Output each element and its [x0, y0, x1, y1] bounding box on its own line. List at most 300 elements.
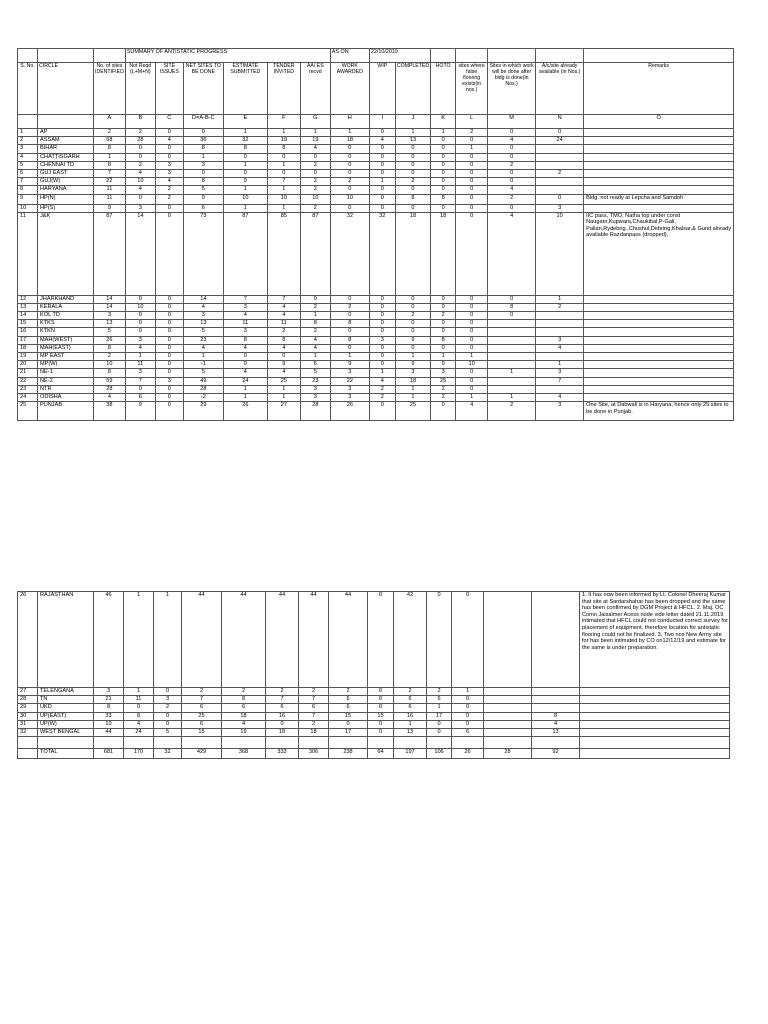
value-cell: 87: [223, 212, 267, 295]
table-row: [18, 212, 734, 295]
value-cell: 0: [369, 402, 395, 421]
circle-cell: ODISHA: [38, 393, 94, 401]
value-cell: 1: [223, 161, 267, 169]
title-row: [18, 49, 734, 63]
value-cell: 1: [267, 204, 300, 212]
table-row: [18, 592, 730, 688]
value-cell: 4: [223, 369, 267, 377]
value-cell: [536, 161, 584, 169]
value-cell: 0: [155, 204, 183, 212]
value-cell: 59: [94, 377, 126, 385]
total-cell: 429: [182, 749, 222, 759]
header-cell: Sites in which work will be done after bldg is done(in Nos.): [488, 63, 536, 115]
value-cell: [536, 312, 584, 320]
value-cell: 0: [155, 353, 183, 361]
value-cell: 44: [182, 592, 222, 688]
remarks-cell: [584, 353, 734, 361]
value-cell: 14: [94, 303, 126, 311]
total-label: TOTAL: [38, 749, 94, 759]
value-cell: 6: [394, 704, 427, 712]
value-cell: 0: [125, 312, 155, 320]
circle-cell: ASSAM: [38, 137, 94, 145]
value-cell: 4: [125, 186, 155, 194]
value-cell: [532, 592, 580, 688]
serial-cell: 4: [18, 153, 38, 161]
value-cell: 0: [330, 186, 369, 194]
table-row: [18, 353, 734, 361]
value-cell: 4: [183, 303, 223, 311]
value-cell: 4: [300, 145, 330, 153]
value-cell: 1: [300, 353, 330, 361]
value-cell: 0: [330, 153, 369, 161]
circle-cell: KTKN: [38, 328, 94, 336]
value-cell: 2: [329, 688, 368, 696]
value-cell: 25: [431, 377, 456, 385]
total-cell: 238: [329, 749, 368, 759]
serial-cell: 24: [18, 393, 38, 401]
value-cell: 23: [183, 336, 223, 344]
value-cell: 0: [155, 303, 183, 311]
value-cell: 6: [125, 393, 155, 401]
circle-cell: MP(W): [38, 361, 94, 369]
value-cell: 6: [183, 204, 223, 212]
table-row: [18, 312, 734, 320]
value-cell: 0: [223, 169, 267, 177]
value-cell: 0: [369, 344, 395, 352]
circle-cell: MAH(WEST): [38, 336, 94, 344]
remarks-cell: Bldg. not ready at Lepcha and Samdoh: [584, 194, 734, 204]
value-cell: 0: [125, 295, 155, 303]
letter-cell: G: [300, 115, 330, 129]
value-cell: 0: [456, 186, 488, 194]
value-cell: 0: [125, 145, 155, 153]
value-cell: 8: [395, 194, 430, 204]
value-cell: 24: [536, 137, 584, 145]
circle-cell: NE-1: [38, 369, 94, 377]
value-cell: 44: [94, 728, 124, 736]
circle-cell: HP(N): [38, 194, 94, 204]
value-cell: 5: [183, 186, 223, 194]
value-cell: 3: [155, 161, 183, 169]
value-cell: 0: [155, 320, 183, 328]
value-cell: 0: [488, 295, 536, 303]
empty-cell: [484, 737, 532, 749]
value-cell: 8: [431, 336, 456, 344]
total-cell: 306: [299, 749, 329, 759]
value-cell: 13: [395, 137, 430, 145]
total-row: [18, 749, 730, 759]
serial-cell: 30: [18, 712, 38, 720]
value-cell: 0: [155, 385, 183, 393]
empty-cell: [329, 737, 368, 749]
table-row: [18, 704, 730, 712]
value-cell: 4: [223, 312, 267, 320]
value-cell: 1: [395, 393, 430, 401]
value-cell: 11: [125, 361, 155, 369]
value-cell: 0: [125, 194, 155, 204]
value-cell: 32: [330, 212, 369, 295]
value-cell: 1: [431, 129, 456, 137]
value-cell: 1: [267, 385, 300, 393]
spacer-row: [18, 737, 730, 749]
value-cell: 2: [299, 720, 329, 728]
empty-cell: [182, 737, 222, 749]
value-cell: 1: [183, 153, 223, 161]
circle-cell: GUJ(W): [38, 178, 94, 186]
circle-cell: HARYANA: [38, 186, 94, 194]
value-cell: 11: [124, 696, 154, 704]
remarks-cell: [584, 344, 734, 352]
value-cell: 0: [155, 369, 183, 377]
value-cell: 2: [300, 328, 330, 336]
letter-cell: A: [94, 115, 126, 129]
value-cell: 0: [368, 704, 394, 712]
value-cell: 2: [267, 328, 300, 336]
value-cell: 1: [330, 129, 369, 137]
value-cell: 1: [154, 592, 182, 688]
value-cell: 9: [330, 361, 369, 369]
value-cell: 6: [299, 704, 329, 712]
value-cell: 3: [155, 377, 183, 385]
value-cell: 18: [266, 728, 299, 736]
total-cell: 64: [368, 749, 394, 759]
value-cell: 0: [431, 295, 456, 303]
letter-cell: I: [369, 115, 395, 129]
total-cell: [18, 749, 38, 759]
letter-cell: E: [223, 115, 267, 129]
table-row: [18, 402, 734, 421]
value-cell: 10: [300, 194, 330, 204]
value-cell: 0: [368, 696, 394, 704]
value-cell: 4: [369, 137, 395, 145]
value-cell: 11: [94, 186, 126, 194]
value-cell: 7: [267, 295, 300, 303]
value-cell: 0: [154, 720, 182, 728]
value-cell: 13: [94, 320, 126, 328]
empty-cell: [38, 737, 94, 749]
value-cell: 0: [266, 720, 299, 728]
value-cell: 4: [488, 137, 536, 145]
value-cell: 21: [94, 696, 124, 704]
header-cell: TENDER INVITED: [267, 63, 300, 115]
value-cell: 1: [369, 178, 395, 186]
value-cell: 25: [267, 377, 300, 385]
table-row: [18, 153, 734, 161]
value-cell: 0: [395, 145, 430, 153]
value-cell: 8: [223, 145, 267, 153]
value-cell: 2: [300, 186, 330, 194]
table-row: [18, 720, 730, 728]
value-cell: 8: [330, 320, 369, 328]
value-cell: 0: [431, 320, 456, 328]
value-cell: 4: [267, 312, 300, 320]
value-cell: 0: [330, 344, 369, 352]
value-cell: 7: [125, 377, 155, 385]
value-cell: 0: [456, 336, 488, 344]
value-cell: 4: [488, 212, 536, 295]
circle-cell: PUNJAB: [38, 402, 94, 421]
letter-row: [18, 115, 734, 129]
value-cell: [536, 145, 584, 153]
value-cell: 14: [94, 295, 126, 303]
value-cell: 10: [94, 361, 126, 369]
value-cell: 0: [125, 320, 155, 328]
value-cell: 8: [94, 344, 126, 352]
value-cell: 0: [431, 137, 456, 145]
header-row: [18, 63, 734, 115]
value-cell: 0: [124, 704, 154, 712]
empty-cell: [368, 737, 394, 749]
value-cell: 2: [300, 303, 330, 311]
value-cell: 4: [267, 303, 300, 311]
value-cell: 0: [300, 295, 330, 303]
value-cell: 3: [330, 369, 369, 377]
circle-cell: AP: [38, 129, 94, 137]
value-cell: 36: [183, 137, 223, 145]
remarks-cell: [584, 336, 734, 344]
value-cell: 25: [182, 712, 222, 720]
circle-cell: GUJ EAST: [38, 169, 94, 177]
value-cell: 2: [431, 312, 456, 320]
value-cell: 32: [223, 137, 267, 145]
table-row: [18, 696, 730, 704]
remarks-cell: [584, 369, 734, 377]
value-cell: 2: [154, 704, 182, 712]
serial-cell: 23: [18, 385, 38, 393]
serial-cell: 17: [18, 336, 38, 344]
value-cell: 27: [267, 402, 300, 421]
remarks-cell: [584, 204, 734, 212]
value-cell: 0: [183, 169, 223, 177]
value-cell: [536, 353, 584, 361]
value-cell: 2: [536, 169, 584, 177]
value-cell: 4: [155, 137, 183, 145]
value-cell: 0: [395, 186, 430, 194]
value-cell: 0: [431, 344, 456, 352]
serial-cell: 3: [18, 145, 38, 153]
value-cell: 7: [182, 696, 222, 704]
table-row: [18, 728, 730, 736]
header-cell: Remarks: [584, 63, 734, 115]
value-cell: 0: [456, 161, 488, 169]
value-cell: 26: [223, 402, 267, 421]
value-cell: 0: [431, 328, 456, 336]
value-cell: 1: [431, 353, 456, 361]
value-cell: 2: [536, 303, 584, 311]
value-cell: 8: [267, 145, 300, 153]
value-cell: 44: [299, 592, 329, 688]
value-cell: 2: [94, 129, 126, 137]
circle-cell: NTR: [38, 385, 94, 393]
value-cell: 0: [431, 186, 456, 194]
header-cell: WORK AWARDED: [330, 63, 369, 115]
value-cell: 11: [267, 320, 300, 328]
value-cell: 8: [94, 145, 126, 153]
value-cell: 2: [488, 194, 536, 204]
total-cell: 197: [394, 749, 427, 759]
value-cell: 3: [125, 204, 155, 212]
value-cell: [484, 712, 532, 720]
value-cell: [484, 592, 532, 688]
header-cell: ESTIMATE SUBMITTED: [223, 63, 267, 115]
circle-cell: CHENNAI TD: [38, 161, 94, 169]
serial-cell: 29: [18, 704, 38, 712]
value-cell: 10: [94, 720, 124, 728]
value-cell: 4: [456, 402, 488, 421]
value-cell: 6: [222, 704, 266, 712]
serial-cell: 28: [18, 696, 38, 704]
header-cell: No. of sites IDENTIFIED: [94, 63, 126, 115]
value-cell: 4: [223, 344, 267, 352]
serial-cell: 19: [18, 353, 38, 361]
value-cell: 7: [299, 696, 329, 704]
value-cell: 13: [532, 728, 580, 736]
value-cell: 0: [456, 312, 488, 320]
value-cell: [536, 153, 584, 161]
total-cell: [580, 749, 730, 759]
serial-cell: 32: [18, 728, 38, 736]
table-row: [18, 336, 734, 344]
value-cell: [536, 186, 584, 194]
value-cell: 0: [452, 696, 484, 704]
value-cell: 4: [155, 178, 183, 186]
value-cell: [532, 688, 580, 696]
remarks-cell: 1. It has now been informed by Lt. Colonel Dheeraj Kumar that site at Sardarshahar has been dropped and the same has been confirmed by DGM Project & HFCL. 2. Maj. OC Comn Jaisalmer Acess node vide letter dated 21.11.2019 intimated that HFCL could not conducted correct survey for placement of equipment, therefore location for antistatic flooring could not be finalized. 3. Two nos New Army site for has been intimated by CO on12/12/19 and estimate for the same is under preparation.: [580, 592, 730, 688]
value-cell: 8: [183, 178, 223, 186]
value-cell: 3: [330, 385, 369, 393]
remarks-cell: [584, 169, 734, 177]
value-cell: 0: [456, 320, 488, 328]
value-cell: 8: [223, 336, 267, 344]
letter-cell: D=A-B-C: [183, 115, 223, 129]
value-cell: [488, 320, 536, 328]
value-cell: 0: [369, 186, 395, 194]
table-row: [18, 137, 734, 145]
value-cell: 4: [488, 186, 536, 194]
value-cell: 85: [267, 212, 300, 295]
value-cell: -1: [183, 361, 223, 369]
value-cell: 9: [223, 361, 267, 369]
value-cell: 4: [536, 344, 584, 352]
empty-cell: [299, 737, 329, 749]
value-cell: 0: [456, 153, 488, 161]
serial-cell: 20: [18, 361, 38, 369]
value-cell: 24: [223, 377, 267, 385]
value-cell: 1: [223, 393, 267, 401]
letter-cell: [38, 115, 94, 129]
value-cell: 2: [330, 178, 369, 186]
value-cell: 9: [125, 402, 155, 421]
value-cell: [488, 353, 536, 361]
value-cell: 0: [369, 129, 395, 137]
value-cell: 0: [452, 592, 484, 688]
value-cell: 8: [222, 696, 266, 704]
remarks-cell: [584, 129, 734, 137]
value-cell: 44: [329, 592, 368, 688]
header-cell: CIRCLE: [38, 63, 94, 115]
remarks-cell: [584, 393, 734, 401]
report-title: SUMMARY OF ANTISTATIC PROGRESS: [125, 49, 330, 63]
table-row: [18, 712, 730, 720]
value-cell: 0: [368, 720, 394, 728]
letter-cell: [18, 115, 38, 129]
value-cell: [488, 385, 536, 393]
value-cell: 11: [223, 320, 267, 328]
value-cell: 1: [300, 129, 330, 137]
value-cell: 0: [223, 153, 267, 161]
value-cell: 0: [456, 385, 488, 393]
value-cell: 0: [395, 153, 430, 161]
value-cell: 2: [456, 129, 488, 137]
value-cell: 5: [183, 369, 223, 377]
value-cell: 1: [395, 385, 430, 393]
serial-cell: 16: [18, 328, 38, 336]
value-cell: 0: [155, 129, 183, 137]
table-row: [18, 688, 730, 696]
header-cell: AA/ ES recvd: [300, 63, 330, 115]
table-row: [18, 186, 734, 194]
value-cell: 23: [300, 377, 330, 385]
value-cell: 1: [183, 353, 223, 361]
value-cell: 4: [536, 393, 584, 401]
value-cell: 3: [223, 328, 267, 336]
value-cell: 0: [452, 720, 484, 728]
table-row: [18, 303, 734, 311]
value-cell: 28: [94, 385, 126, 393]
value-cell: 0: [452, 704, 484, 712]
value-cell: 1: [125, 353, 155, 361]
empty-cell: [222, 737, 266, 749]
value-cell: 0: [155, 393, 183, 401]
value-cell: 1: [395, 353, 430, 361]
circle-cell: BIHAR: [38, 145, 94, 153]
value-cell: 8: [330, 336, 369, 344]
value-cell: 3: [94, 688, 124, 696]
circle-cell: TN: [38, 696, 94, 704]
value-cell: 0: [456, 204, 488, 212]
table-row: [18, 169, 734, 177]
value-cell: 17: [427, 712, 452, 720]
value-cell: 0: [536, 129, 584, 137]
serial-cell: 26: [18, 592, 38, 688]
circle-cell: UP(EAST): [38, 712, 94, 720]
remarks-cell: IIC pass, TMO, Natha top under const Naugam,Kupwara,Chaukibal,P-Gali, Pallan,Rydebrig.,Chushul,Debring,Khalsar,& Gund already available Razdanpass (dropped),: [584, 212, 734, 295]
value-cell: 7: [223, 295, 267, 303]
value-cell: 0: [395, 320, 430, 328]
letter-cell: L: [456, 115, 488, 129]
value-cell: 0: [155, 312, 183, 320]
value-cell: 1: [300, 312, 330, 320]
value-cell: 3: [183, 312, 223, 320]
value-cell: 1: [223, 204, 267, 212]
value-cell: 3: [125, 336, 155, 344]
value-cell: 3: [154, 696, 182, 704]
value-cell: 7: [266, 696, 299, 704]
value-cell: [488, 361, 536, 369]
value-cell: 24: [124, 728, 154, 736]
remarks-cell: [580, 704, 730, 712]
circle-cell: JHARKHAND: [38, 295, 94, 303]
remarks-cell: [584, 137, 734, 145]
value-cell: 0: [369, 153, 395, 161]
value-cell: 0: [431, 204, 456, 212]
serial-cell: 14: [18, 312, 38, 320]
value-cell: [536, 385, 584, 393]
value-cell: [488, 377, 536, 385]
value-cell: 6: [182, 704, 222, 712]
value-cell: 22: [94, 178, 126, 186]
value-cell: 4: [369, 377, 395, 385]
